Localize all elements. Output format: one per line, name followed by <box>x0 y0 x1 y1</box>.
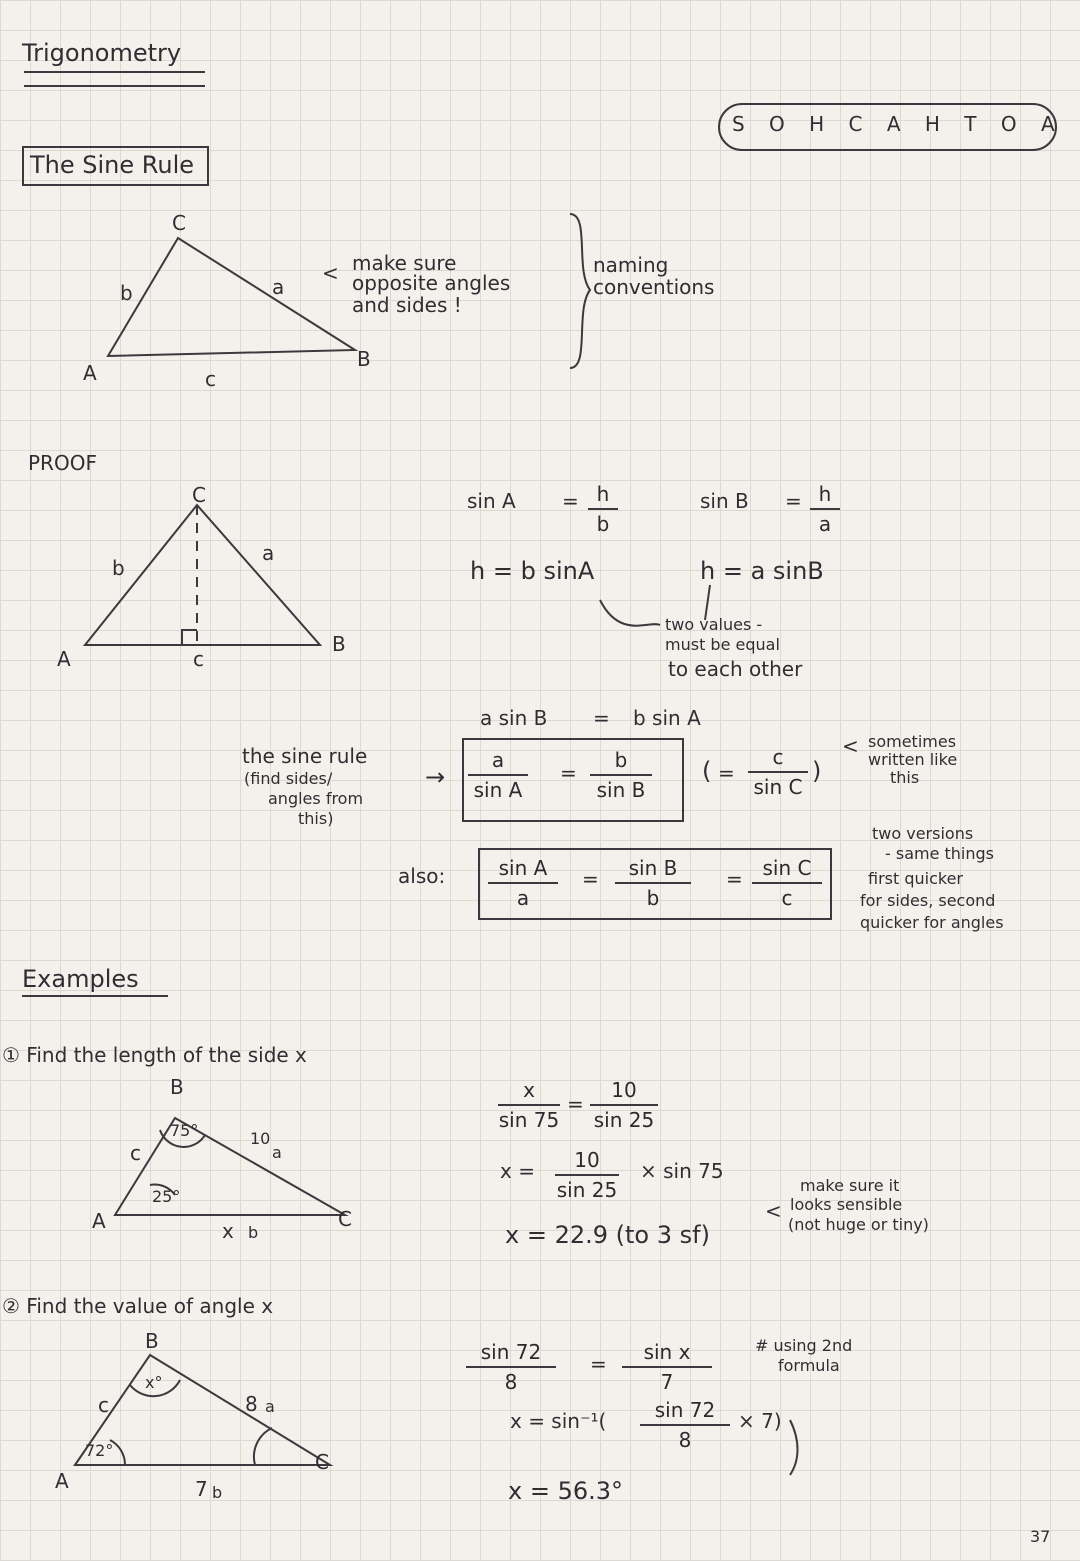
equal-left: a sin B <box>480 706 548 730</box>
ex2-side-b: 7 <box>195 1477 208 1501</box>
ex2-step2-times: × 7) <box>738 1409 782 1433</box>
ex2-question: ② Find the value of angle x <box>2 1294 274 1318</box>
ex2-c: c <box>98 1393 109 1417</box>
rule2-eq1: = <box>582 867 599 891</box>
rule-c-num: c <box>748 745 808 773</box>
rule-eq2: = <box>718 761 735 785</box>
ex2-step2-den: 8 <box>678 1428 692 1452</box>
ex1-question: ① Find the length of the side x <box>2 1043 307 1067</box>
ex1-note-3: (not huge or tiny) <box>788 1215 929 1234</box>
ex1-step2-frac <box>555 1148 619 1202</box>
rule-label-1: the sine rule <box>242 744 368 768</box>
h-bsinA: h = b sinA <box>470 557 595 585</box>
equal-right: b sin A <box>633 706 701 730</box>
sometimes-1: sometimes <box>868 732 957 751</box>
naming-conventions-1: naming <box>593 253 669 277</box>
ex2-step2-num: sin 72 <box>640 1398 730 1426</box>
also-label: also: <box>398 864 446 888</box>
sinB-den: a <box>818 512 832 536</box>
ex1-angleB: 75° <box>170 1121 199 1140</box>
naming-triangle <box>108 238 355 356</box>
naming-note-2: opposite angles <box>352 271 511 295</box>
naming-a: a <box>272 275 285 299</box>
equal-eq: = <box>593 706 610 730</box>
two-versions-2: - same things <box>885 844 995 863</box>
two-versions-1: two versions <box>872 824 974 843</box>
two-versions-4: for sides, second <box>860 891 996 910</box>
sometimes-arrow: < <box>842 734 859 758</box>
ex2-note-1: # using 2nd <box>755 1336 853 1355</box>
naming-C: C <box>172 211 186 235</box>
ex1-triangle <box>115 1118 345 1215</box>
rule-c-den: sin C <box>753 775 803 799</box>
ex1-step1-den-r: sin 25 <box>593 1108 655 1132</box>
ex2-step1-den-r: 7 <box>660 1370 674 1394</box>
sinB-frac <box>810 482 840 536</box>
naming-note-3: and sides ! <box>352 293 462 317</box>
page-title: Trigonometry <box>22 39 182 67</box>
ex2-step1-den-l: 8 <box>504 1370 518 1394</box>
sometimes-3: this <box>890 768 920 787</box>
ex2-C: C <box>315 1450 329 1474</box>
sinA-num: h <box>588 482 618 510</box>
naming-A: A <box>83 361 97 385</box>
proof-a: a <box>262 541 275 565</box>
ex2-note-2: formula <box>778 1356 840 1375</box>
rule-label-3: angles from <box>268 789 364 808</box>
naming-B: B <box>357 347 371 371</box>
ex1-step1-left <box>498 1078 560 1132</box>
sinA-eq: = <box>562 489 579 513</box>
rule2-a-frac <box>488 856 558 910</box>
ex1-step1-right <box>590 1078 658 1132</box>
ex2-answer: x = 56.3° <box>508 1477 624 1505</box>
proof-B: B <box>332 632 346 656</box>
sinB-num: h <box>810 482 840 510</box>
ex2-B: B <box>145 1329 159 1353</box>
brace-icon <box>570 214 590 368</box>
ex1-step1-eq: = <box>567 1092 584 1116</box>
ex2-step1-num-l: sin 72 <box>466 1340 556 1368</box>
ex1-C: C <box>338 1207 352 1231</box>
sometimes-2: written like <box>868 750 958 769</box>
rule-b-num: b <box>590 748 652 776</box>
ex2-step2-frac <box>640 1398 730 1452</box>
ex1-step1-den-l: sin 75 <box>498 1108 560 1132</box>
ex1-c: c <box>130 1141 141 1165</box>
sinA-lhs: sin A <box>467 489 516 513</box>
ex1-B: B <box>170 1075 184 1099</box>
proof-b: b <box>112 556 125 580</box>
two-values-3: to each other <box>668 657 803 681</box>
ex1-b: b <box>248 1223 259 1242</box>
rule-eq1: = <box>560 761 577 785</box>
rule-c-frac <box>748 745 808 799</box>
rule-b-den: sin B <box>596 778 646 802</box>
rule-label-4: this) <box>298 809 334 828</box>
sinB-lhs: sin B <box>700 489 749 513</box>
naming-b: b <box>120 281 133 305</box>
ex1-note-1: make sure it <box>800 1176 900 1195</box>
ex1-note-2: looks sensible <box>790 1195 903 1214</box>
rule-b-frac <box>590 748 652 802</box>
ex2-a: a <box>265 1397 275 1416</box>
proof-heading: PROOF <box>28 451 97 475</box>
naming-conventions-2: conventions <box>593 275 715 299</box>
page-number: 37 <box>1030 1527 1051 1546</box>
ex1-answer: x = 22.9 (to 3 sf) <box>505 1221 710 1249</box>
examples-heading: Examples <box>22 965 139 993</box>
ex2-angleA: 72° <box>85 1441 114 1460</box>
ex2-b: b <box>212 1483 223 1502</box>
rule-a-num: a <box>468 748 528 776</box>
rule-c-paren-close: ) <box>812 757 822 785</box>
ex2-step1-num-r: sin x <box>622 1340 712 1368</box>
sinA-den: b <box>596 512 610 536</box>
ex2-angleB: x° <box>145 1373 163 1392</box>
ex1-a: a <box>272 1143 282 1162</box>
rule2-a-den: a <box>516 886 530 910</box>
two-versions-3: first quicker <box>868 869 964 888</box>
rule-label-2: (find sides/ <box>244 769 333 788</box>
ex1-step2-num: 10 <box>555 1148 619 1176</box>
ex1-note-arrow: < <box>765 1199 782 1223</box>
mnemonic: S O H C A H T O A <box>732 112 1064 136</box>
ex2-step1-left <box>466 1340 556 1394</box>
rule2-a-num: sin A <box>488 856 558 884</box>
ex1-step2-den: sin 25 <box>556 1178 618 1202</box>
ex1-angleA: 25° <box>152 1187 181 1206</box>
naming-note-1: make sure <box>352 251 457 275</box>
rule-c-paren-open: ( <box>702 757 712 785</box>
ex1-side-a: 10 <box>250 1129 271 1148</box>
section-title: The Sine Rule <box>30 151 195 179</box>
ex2-step1-right <box>622 1340 712 1394</box>
rule2-b-num: sin B <box>615 856 691 884</box>
ex1-step1-num-l: x <box>498 1078 560 1106</box>
rule2-b-frac <box>615 856 691 910</box>
two-values-2: must be equal <box>665 635 780 654</box>
two-versions-5: quicker for angles <box>860 913 1004 932</box>
rule-a-frac <box>468 748 528 802</box>
h-asinB: h = a sinB <box>700 557 824 585</box>
rule-arrow: → <box>425 763 446 791</box>
two-values-1: two values - <box>665 615 763 634</box>
rule2-b-den: b <box>646 886 660 910</box>
proof-A: A <box>57 647 71 671</box>
naming-note-arrow: < <box>322 261 339 285</box>
ex1-step2-times: × sin 75 <box>640 1159 724 1183</box>
ex2-step1-eq: = <box>590 1352 607 1376</box>
ex1-side-b: x <box>222 1219 234 1243</box>
rule2-c-frac <box>752 856 822 910</box>
proof-C: C <box>192 483 206 507</box>
rule2-c-num: sin C <box>752 856 822 884</box>
proof-c: c <box>193 647 204 671</box>
ex1-step2-lhs: x = <box>500 1159 535 1183</box>
sinB-eq: = <box>785 489 802 513</box>
ex2-side-a: 8 <box>245 1392 258 1416</box>
rule2-eq2: = <box>726 867 743 891</box>
ex2-A: A <box>55 1469 69 1493</box>
rule2-c-den: c <box>781 886 793 910</box>
rule-a-den: sin A <box>473 778 523 802</box>
ex1-step1-num-r: 10 <box>590 1078 658 1106</box>
ex2-step2-lhs: x = sin⁻¹( <box>510 1409 607 1433</box>
ex1-A: A <box>92 1209 106 1233</box>
naming-c: c <box>205 367 216 391</box>
sinA-frac <box>588 482 618 536</box>
